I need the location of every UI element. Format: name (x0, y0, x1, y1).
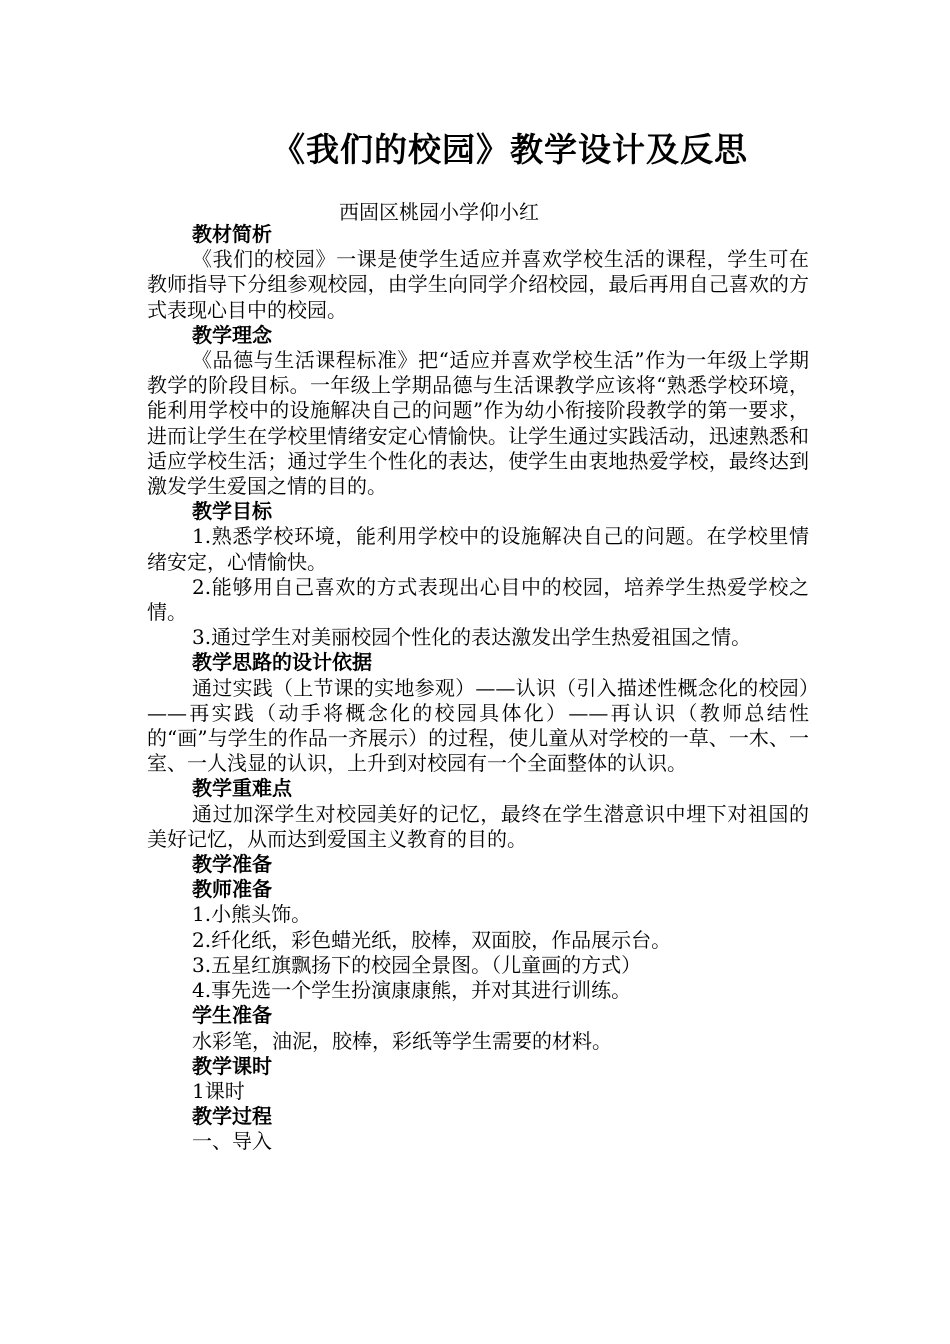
section-text-class-hours: 1课时 (192, 1078, 245, 1103)
document-body (147, 222, 809, 1155)
teacher-prep-item: 4.事先选一个学生扮演康康熊，并对其进行训练。 (192, 978, 632, 1003)
section-heading-preparation: 教学准备 (192, 852, 272, 877)
section-heading-design-basis: 教学思路的设计依据 (192, 650, 372, 675)
section-heading-key-points: 教学重难点 (192, 776, 292, 801)
section-text-materials: 《我们的校园》一课是使学生适应并喜欢学校生活的课程，学生可在教师指导下分组参观校园，由学生向同学介绍校园，最后再用自己喜欢的方式表现心目中的校园。 (147, 247, 809, 322)
teacher-prep-item: 1.小熊头饰。 (192, 902, 312, 927)
section-text-philosophy: 《品德与生活课程标准》把“适应并喜欢学校生活”作为一年级上学期教学的阶段目标。一年级上学期品德与生活课教学应该将“熟悉学校环境，能利用学校中的设施解决自己的问题”作为幼小衔接阶段教学的第一要求，进而让学生在学校里情绪安定心情愉快。让学生通过实践活动，迅速熟悉和适应学校生活；通过学生个性化的表达，使学生由衷地热爱学校，最终达到激发学生爱国之情的目的。 (147, 348, 809, 499)
document-title: 《我们的校园》教学设计及反思 (272, 130, 748, 169)
section-heading-philosophy: 教学理念 (192, 322, 272, 347)
section-text-process: 一、导入 (192, 1129, 272, 1154)
teacher-prep-item: 2.纤化纸，彩色蜡光纸，胶棒，双面胶，作品展示台。 (192, 927, 672, 952)
section-heading-process: 教学过程 (192, 1104, 272, 1129)
section-heading-class-hours: 教学课时 (192, 1053, 272, 1078)
section-text-key-points: 通过加深学生对校园美好的记忆，最终在学生潜意识中埋下对祖国的美好记忆，从而达到爱国主义教育的目的。 (147, 801, 809, 851)
goal-item: 3.通过学生对美丽校园个性化的表达激发出学生热爱祖国之情。 (192, 625, 752, 650)
section-text-student-prep: 水彩笔，油泥，胶棒，彩纸等学生需要的材料。 (192, 1028, 612, 1053)
section-heading-materials: 教材简析 (192, 222, 272, 246)
section-heading-student-prep: 学生准备 (192, 1003, 272, 1028)
section-heading-goals: 教学目标 (192, 499, 272, 524)
goal-item: 1.熟悉学校环境，能利用学校中的设施解决自己的问题。在学校里情绪安定，心情愉快。 (147, 524, 809, 574)
document-author: 西固区桃园小学仰小红 (339, 200, 539, 224)
section-heading-teacher-prep: 教师准备 (192, 877, 272, 902)
section-text-design-basis: 通过实践（上节课的实地参观）——认识（引入描述性概念化的校园）——再实践（动手将概念化的校园具体化）——再认识（教师总结性的“画”与学生的作品一齐展示）的过程，使儿童从对学校的一草、一木、一室、一人浅显的认识，上升到对校园有一个全面整体的认识。 (147, 675, 809, 776)
goal-item: 2.能够用自己喜欢的方式表现出心目中的校园，培养学生热爱学校之情。 (147, 574, 809, 625)
teacher-prep-item: 3.五星红旗飘扬下的校园全景图。（儿童画的方式） (192, 952, 642, 977)
